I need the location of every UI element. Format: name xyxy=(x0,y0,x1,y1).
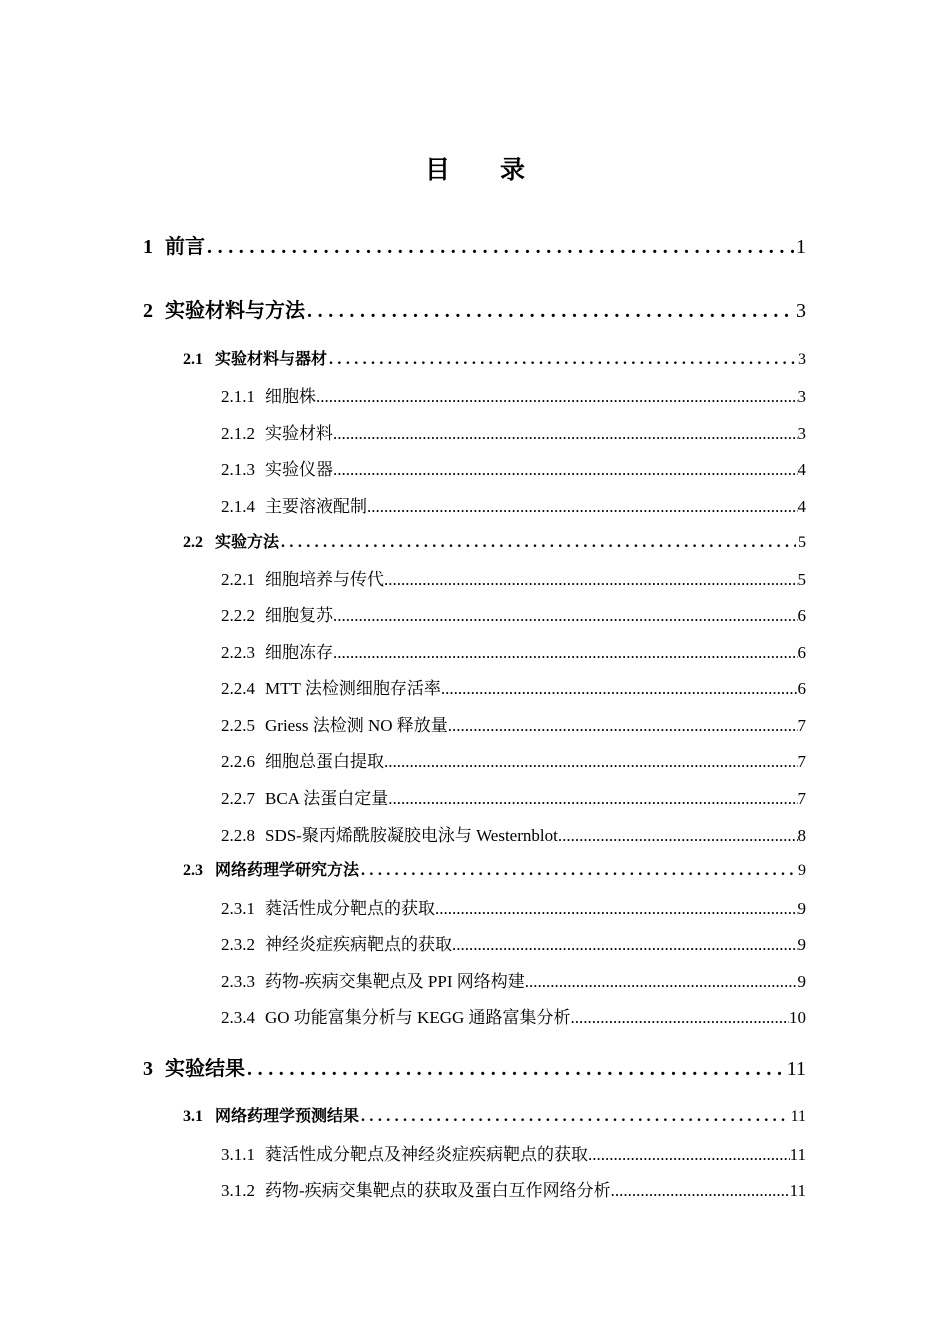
toc-entry-title: 网络药理学研究方法 xyxy=(215,862,360,879)
toc-entry-number: 2.2.6 xyxy=(221,752,255,771)
toc-entry-number: 2.2.1 xyxy=(221,570,255,589)
toc-entry-title: 药物-疾病交集靶点及 PPI 网络构建 xyxy=(265,972,525,991)
toc-entry-page: 9 xyxy=(797,899,806,918)
toc-entry-title: MTT 法检测细胞存活率 xyxy=(265,679,441,698)
toc-entry[interactable] xyxy=(221,711,806,736)
toc-entry-page: 11 xyxy=(789,1145,806,1164)
toc-entry-page: 11 xyxy=(789,1181,806,1200)
toc-entry-page: 3 xyxy=(796,300,806,322)
toc-entry-page: 7 xyxy=(797,752,806,771)
toc-entry-page: 11 xyxy=(786,1058,806,1080)
toc-dot-leader xyxy=(316,387,798,407)
toc-entry-title: 细胞冻存 xyxy=(265,643,333,662)
toc-entry-number: 2.2.8 xyxy=(221,826,255,845)
toc-dot-leader xyxy=(448,716,798,736)
toc-entry-number: 2.2.3 xyxy=(221,643,255,662)
toc-entry-number: 2.3.1 xyxy=(221,899,255,918)
toc-entry[interactable] xyxy=(183,529,806,553)
toc-dot-leader xyxy=(361,862,796,881)
toc-entry-title: 实验仪器 xyxy=(265,460,333,479)
toc-entry-page: 7 xyxy=(797,716,806,735)
toc-dot-leader xyxy=(367,497,798,517)
toc-entry[interactable] xyxy=(143,230,806,260)
toc-entry-title: 前言 xyxy=(165,236,205,258)
toc-entry-number: 2.2.7 xyxy=(221,789,255,808)
toc-entry-title: 主要溶液配制 xyxy=(265,497,367,516)
toc-entry-title: SDS-聚丙烯酰胺凝胶电泳与 Westernblot xyxy=(265,826,558,845)
page-title: 目 录 xyxy=(424,157,525,184)
toc-entry-title: 实验方法 xyxy=(215,534,280,551)
toc-dot-leader xyxy=(384,752,798,772)
toc-entry[interactable] xyxy=(221,1176,806,1201)
toc-entry-title: Griess 法检测 NO 释放量 xyxy=(265,716,448,735)
toc-entry-title: 细胞株 xyxy=(265,387,316,406)
toc-entry-title: 实验材料与器材 xyxy=(215,351,328,368)
toc-entry-page: 5 xyxy=(798,534,806,551)
toc-entry-page: 6 xyxy=(797,643,806,662)
toc-entry-number: 2.3 xyxy=(183,862,203,879)
toc-entry-page: 6 xyxy=(797,606,806,625)
toc-entry[interactable] xyxy=(143,294,806,324)
toc-entry-page: 9 xyxy=(798,862,806,879)
toc-dot-leader xyxy=(247,1058,785,1082)
toc-entry-number: 2.1.2 xyxy=(221,424,255,443)
toc-entry[interactable] xyxy=(221,784,806,809)
toc-entry-page: 9 xyxy=(797,935,806,954)
toc-entry[interactable] xyxy=(221,967,806,992)
toc-entry-number: 2.2.2 xyxy=(221,606,255,625)
toc-dot-leader xyxy=(388,789,797,809)
toc-dot-leader xyxy=(333,643,798,663)
toc-entry-number: 2.1 xyxy=(183,351,203,368)
toc-entry[interactable] xyxy=(143,1052,806,1082)
toc-entry-title: 细胞总蛋白提取 xyxy=(265,752,384,771)
toc-entry-number: 2.2.4 xyxy=(221,679,255,698)
toc-entry-page: 8 xyxy=(797,826,806,845)
toc-entry-title: BCA 法蛋白定量 xyxy=(265,789,389,808)
toc-entry[interactable] xyxy=(221,1003,806,1028)
toc-entry-page: 6 xyxy=(797,679,806,698)
toc-entry-title: GO 功能富集分析与 KEGG 通路富集分析 xyxy=(265,1008,571,1027)
toc-entry-title: 蕤活性成分靶点的获取 xyxy=(265,899,435,918)
toc-entry[interactable] xyxy=(221,674,806,699)
toc-dot-leader xyxy=(333,460,798,480)
toc-entry[interactable] xyxy=(221,747,806,772)
toc-entry-title: 细胞培养与传代 xyxy=(265,570,384,589)
toc-entry-number: 2 xyxy=(143,300,153,322)
toc-entry-page: 4 xyxy=(797,497,806,516)
toc-dot-leader xyxy=(558,826,798,846)
toc-entry-page: 3 xyxy=(797,387,806,406)
toc-entry-page: 1 xyxy=(796,236,806,258)
toc-dot-leader xyxy=(307,300,794,324)
toc-entry-title: 网络药理学预测结果 xyxy=(215,1108,360,1125)
toc-dot-leader xyxy=(384,570,798,590)
toc-entry[interactable] xyxy=(183,1103,806,1127)
toc-entry[interactable] xyxy=(221,1140,806,1165)
toc-entry-page: 4 xyxy=(797,460,806,479)
toc-entry-page: 3 xyxy=(798,351,806,368)
toc-entry[interactable] xyxy=(221,821,806,846)
toc-dot-leader xyxy=(588,1145,790,1165)
toc-entry[interactable] xyxy=(183,346,806,370)
toc-entry-number: 2.2.5 xyxy=(221,716,255,735)
toc-dot-leader xyxy=(329,351,796,370)
toc-dot-leader xyxy=(207,236,794,260)
toc-dot-leader xyxy=(571,1008,789,1028)
toc-entry[interactable] xyxy=(221,894,806,919)
toc-entry-page: 11 xyxy=(790,1108,806,1125)
toc-entry-number: 2.3.2 xyxy=(221,935,255,954)
toc-entry-number: 3.1.1 xyxy=(221,1145,255,1164)
toc-entry-number: 2.3.3 xyxy=(221,972,255,991)
toc-entry-title: 细胞复苏 xyxy=(265,606,333,625)
toc-dot-leader xyxy=(281,534,796,553)
toc-entry-title: 药物-疾病交集靶点的获取及蛋白互作网络分析 xyxy=(265,1181,611,1200)
toc-entry[interactable] xyxy=(221,565,806,590)
toc-entry-page: 5 xyxy=(797,570,806,589)
toc-entry-number: 2.2 xyxy=(183,534,203,551)
toc-entry-number: 2.1.4 xyxy=(221,497,255,516)
toc-entry-title: 神经炎症疾病靶点的获取 xyxy=(265,935,452,954)
toc-entry-number: 3.1 xyxy=(183,1108,203,1125)
toc-entry-title: 蕤活性成分靶点及神经炎症疾病靶点的获取 xyxy=(265,1145,588,1164)
toc-entry[interactable] xyxy=(221,638,806,663)
toc-entry-number: 2.1.3 xyxy=(221,460,255,479)
toc-entry-number: 3.1.2 xyxy=(221,1181,255,1200)
toc-entry-number: 2.1.1 xyxy=(221,387,255,406)
toc-dot-leader xyxy=(452,935,798,955)
toc-dot-leader xyxy=(333,424,798,444)
toc-entry-number: 2.3.4 xyxy=(221,1008,255,1027)
toc-entry-page: 10 xyxy=(789,1008,806,1027)
toc-dot-leader xyxy=(333,606,798,626)
toc-dot-leader xyxy=(611,1181,790,1201)
toc-entry-title: 实验结果 xyxy=(165,1058,245,1080)
toc-entry[interactable] xyxy=(183,857,806,881)
toc-entry[interactable] xyxy=(221,382,806,407)
toc-entry[interactable] xyxy=(221,601,806,626)
toc-entry[interactable] xyxy=(221,492,806,517)
toc-dot-leader xyxy=(441,679,798,699)
toc-dot-leader xyxy=(435,899,798,919)
toc-dot-leader xyxy=(361,1108,789,1127)
toc-entry-title: 实验材料与方法 xyxy=(165,300,305,322)
toc-entry-number: 1 xyxy=(143,236,153,258)
toc-entry-title: 实验材料 xyxy=(265,424,333,443)
toc-entry-page: 7 xyxy=(797,789,806,808)
toc-entry-page: 9 xyxy=(797,972,806,991)
toc-entry-page: 3 xyxy=(797,424,806,443)
toc-entry[interactable] xyxy=(221,419,806,444)
toc-dot-leader xyxy=(525,972,798,992)
toc-entry[interactable] xyxy=(221,455,806,480)
toc-entry[interactable] xyxy=(221,930,806,955)
toc-entry-number: 3 xyxy=(143,1058,153,1080)
